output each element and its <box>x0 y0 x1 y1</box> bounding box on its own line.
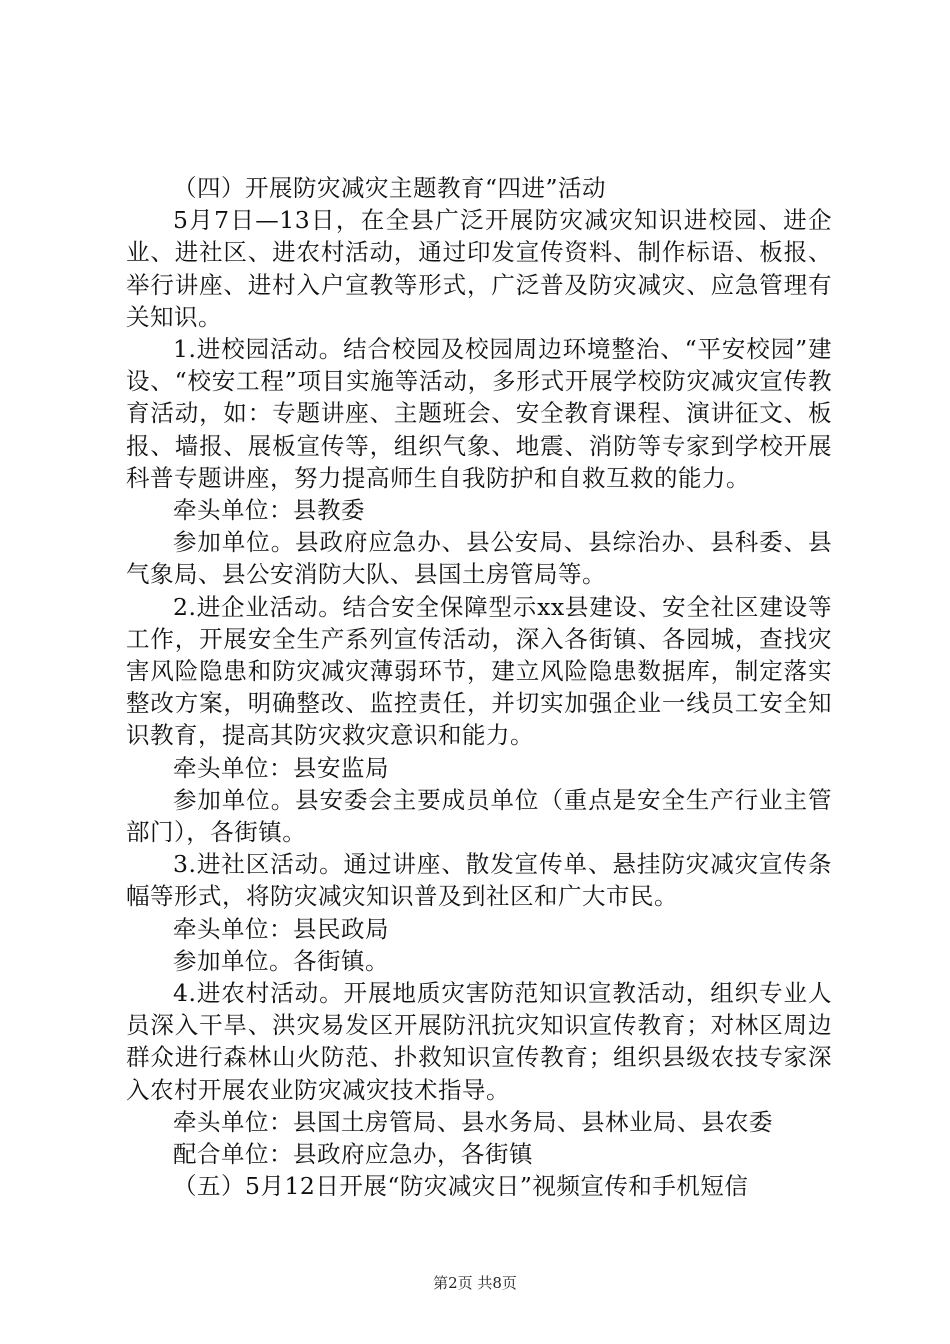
paragraph-intro: 5月7日—13日，在全县广泛开展防灾减灾知识进校园、进企业、进社区、进农村活动，通过印发宣传资料、制作标语、板报、举行讲座、进村入户宣教等形式，广泛普及防灾减灾、应急管理有关知识。 <box>126 206 832 331</box>
paragraph-school: 1.进校园活动。结合校园及校园周边环境整治、“平安校园”建设、“校安工程”项目实施等活动，多形式开展学校防灾减灾宣传教育活动，如：专题讲座、主题班会、安全教育课程、演讲征文、板报、墙报、展板宣传等，组织气象、地震、消防等专家到学校开展科普专题讲座，努力提高师生自我防护和自救互救的能力。 <box>126 335 832 492</box>
participant-unit-enterprise: 参加单位。县安委会主要成员单位（重点是安全生产行业主管部门），各街镇。 <box>126 785 832 847</box>
paragraph-rural: 4.进农村活动。开展地质灾害防范知识宣教活动，组织专业人员深入干旱、洪灾易发区开展防汛抗灾知识宣传教育；对林区周边群众进行森林山火防范、扑救知识宣传教育；组织县级农技专家深入农村开展农业防灾减灾技术指导。 <box>126 979 832 1104</box>
lead-unit-community: 牵头单位：县民政局 <box>173 914 389 943</box>
paragraph-community: 3.进社区活动。通过讲座、散发宣传单、悬挂防灾减灾宣传条幅等形式，将防灾减灾知识普及到社区和广大市民。 <box>126 850 832 911</box>
participant-unit-school: 参加单位。县政府应急办、县公安局、县综治办、县科委、县气象局、县公安消防大队、县国土房管局等。 <box>126 528 832 589</box>
lead-unit-rural: 牵头单位：县国土房管局、县水务局、县林业局、县农委 <box>173 1107 773 1136</box>
page-number: 第2页 共8页 <box>433 1274 517 1292</box>
lead-unit-school: 牵头单位：县教委 <box>173 496 365 525</box>
participant-unit-community: 参加单位。各街镇。 <box>173 946 389 975</box>
section-heading-five: （五）5月12日开展“防灾减灾日”视频宣传和手机短信 <box>173 1172 749 1201</box>
section-heading-four: （四）开展防灾减灾主题教育“四进”活动 <box>173 174 607 202</box>
lead-unit-enterprise: 牵头单位：县安监局 <box>173 753 389 782</box>
cooperating-unit-rural: 配合单位：县政府应急办，各街镇 <box>173 1140 533 1169</box>
paragraph-enterprise: 2.进企业活动。结合安全保障型示xx县建设、安全社区建设等工作，开展安全生产系列宣传活动，深入各街镇、各园城，查找灾害风险隐患和防灾减灾薄弱环节，建立风险隐患数据库，制定落实整改方案，明确整改、监控责任，并切实加强企业一线员工安全知识教育，提高其防灾救灾意识和能力。 <box>126 592 832 750</box>
document-body <box>126 172 832 1203</box>
